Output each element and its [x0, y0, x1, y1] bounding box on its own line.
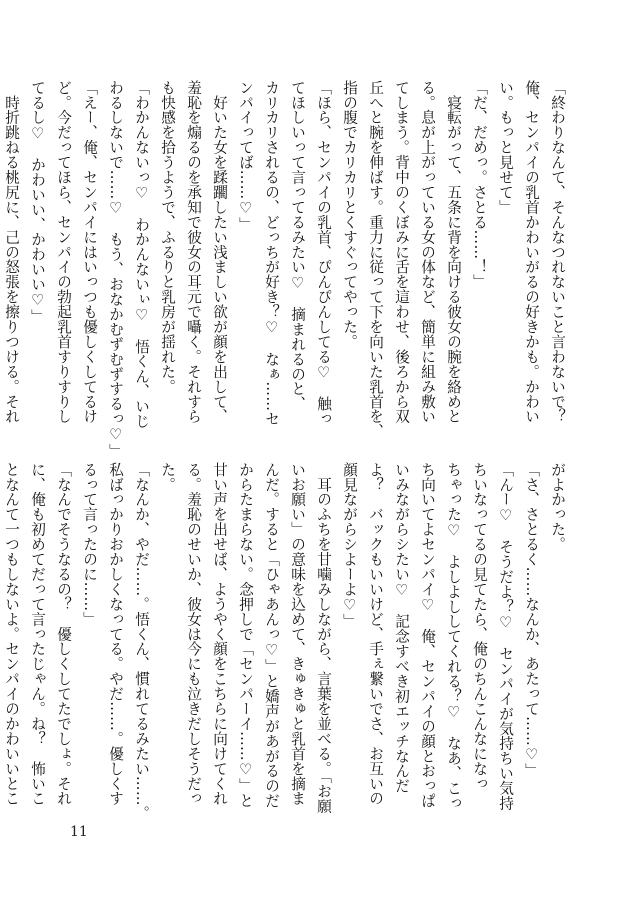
text-line: ちゃった♡ よしよししてくれる？♡ なあ、こっ [445, 462, 462, 811]
text-line: よ？ バックもいいけど、手ぇ繋いでさ、お互いの [367, 462, 384, 806]
text-line: 耳のふちを甘噛みしながら、言葉を並べる。「お願 [315, 462, 332, 814]
text-line: いみながらシたい♡ 記念すべき初エッチなんだ [393, 462, 410, 794]
text-line: からたまらない。念押しで「センパーイ……♡」と [237, 462, 254, 809]
text-line: 俺、センパイの乳首かわいがるの好きかも。かわい [523, 80, 540, 424]
text-line: た。 [159, 462, 176, 492]
text-line: 「んー♡ そうだよ？♡ センパイが気持ちい気持 [497, 462, 514, 811]
text-line: 指の腹でカリカリとくすぐってやった。 [341, 80, 358, 350]
text-line: も快感を拾うようで、ふるりと乳房が揺れた。 [159, 80, 176, 394]
text-line: がよかった。 [549, 462, 566, 552]
text-line: んだ。すると「ひゃあんっ♡」と嬌声があがるのだ [263, 462, 280, 809]
text-line: いお願い」の意味を込めて、きゅきゅと乳首を摘ま [289, 462, 306, 806]
text-line: る。息が上がっている女の体など、簡単に組み敷い [419, 80, 436, 424]
text-line: となんて一つもしないよ。センパイのかわいいとこ [3, 462, 20, 806]
text-line: 「えー、俺、センパイにはいっつも優しくしてるけ [81, 80, 98, 424]
text-line: 丘へと腕を伸ばす。重力に従って下を向いた乳首を、 [367, 80, 384, 439]
text-block-top [3, 80, 570, 459]
text-line: 好いた女を蹂躙したい浅ましい欲が顔を出して、 [211, 80, 228, 424]
text-line: 「わかんないっ♡ わかんないぃ♡ 悟くん、いじ [133, 80, 150, 429]
text-line: 私ばっかりおかしくなってる。やだ……。優しくす [107, 462, 124, 806]
text-line: 「だ、だめっ。さとる……！」 [471, 80, 488, 290]
text-line: 顔見ながらシよーよ♡」 [341, 462, 358, 629]
text-line: ど。今だってほら、センパイの勃起乳首すりすりし [55, 80, 72, 424]
text-line: る。羞恥のせいか、彼女は今にも泣きだしそうだっ [185, 462, 202, 806]
text-line: カリカリされるの、どっちが好き？♡ なぁ……セ [263, 80, 280, 427]
text-line: 時折跳ねる桃尻に、己の怒張を擦りつける。それ [3, 80, 20, 424]
text-line: 「なんでそうなるの？ 優しくしてたでしょ。それ [55, 462, 72, 806]
text-line: てしまう。背中のくぼみに舌を這わせ、後ろから双 [393, 80, 410, 424]
text-line: ンパイってば……♡」 [237, 80, 254, 232]
text-line: 羞恥を煽るのを承知で彼女の耳元で囁く。それすら [185, 80, 202, 424]
text-line: い。もっと見せて」 [497, 80, 514, 215]
page-number: 11 [70, 824, 88, 840]
text-line: 「終わりなんて、そんなつれないこと言わないで？ [549, 80, 566, 424]
text-line: 「さ、さとるく……なんか、あたって……♡」 [523, 462, 540, 779]
text-line: ち向いてよセンパイ♡ 俺、センパイの顔とおっぱ [419, 462, 436, 809]
text-line: に、俺も初めてだって言ったじゃん。ね？ 怖いこ [29, 462, 46, 806]
text-line: てるし♡ かわいい、かわいい♡」 [29, 80, 46, 324]
text-line: るって言ったのに……」 [81, 462, 98, 627]
text-line: 「なんか、やだ……。悟くん、慣れてるみたい……。 [133, 462, 150, 821]
text-line: ちいなってるの見てたら、俺のちんこんなになっ [471, 462, 488, 791]
text-block-bottom [3, 462, 570, 821]
text-line: てほしいって言ってるみたい♡ 摘まれるのと、 [289, 80, 306, 412]
text-line: 甘い声を出せば、ようやく顔をこちらに向けてくれ [211, 462, 228, 806]
text-line: 「ほら、センパイの乳首、ぴんぴんしてる♡ 触っ [315, 80, 332, 427]
text-line: わるしないで……♡ もう、おなかむずむずするっ♡」 [107, 80, 124, 459]
text-line: 寝転がって、五条に背を向ける彼女の腕を絡めと [445, 80, 462, 424]
